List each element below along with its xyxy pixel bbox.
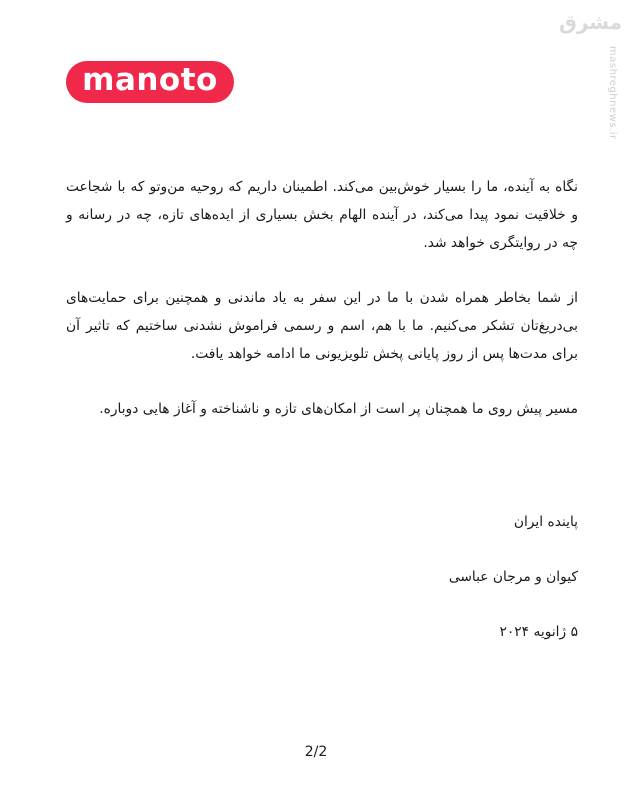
letter-body — [66, 173, 578, 450]
manoto-logo-text: manoto — [82, 62, 218, 98]
watermark-logo: مشرق — [558, 10, 622, 34]
manoto-logo — [66, 61, 234, 103]
watermark-url: mashreghnews.ir — [607, 46, 618, 140]
watermark — [558, 6, 626, 206]
page-number: 2/2 — [304, 744, 328, 760]
letter-date: ۵ ژانویه ۲۰۲۴ — [499, 624, 578, 640]
paragraph-3: مسیر پیش روی ما همچنان پر است از امکان‌های تازه و ناشناخته و آغاز هایی دوباره. — [99, 401, 578, 417]
signature: کیوان و مرجان عباسی — [448, 569, 578, 585]
closing-line: پاینده ایران — [513, 514, 578, 530]
paragraph-1: نگاه به آینده، ما را بسیار خوش‌بین می‌کند. اطمینان داریم که روحیه من‌وتو که با شجاعت و خلاقیت نمود پیدا می‌کند، در آینده الهام بخش بسیاری از ایده‌های تازه، چه در رسانه و چه در روایتگری خواهد شد. — [66, 179, 578, 251]
paragraph-2: از شما بخاطر همراه شدن با ما در این سفر به یاد ماندنی و همچنین برای حمایت‌های بی‌دریغ‌تان تشکر می‌کنیم. ما با هم، اسم و رسمی فراموش نشدنی ساختیم که تاثیر آن برای مدت‌ها پس از روز پایانی پخش تلویزیونی ما ادامه خواهد یافت. — [66, 290, 578, 362]
